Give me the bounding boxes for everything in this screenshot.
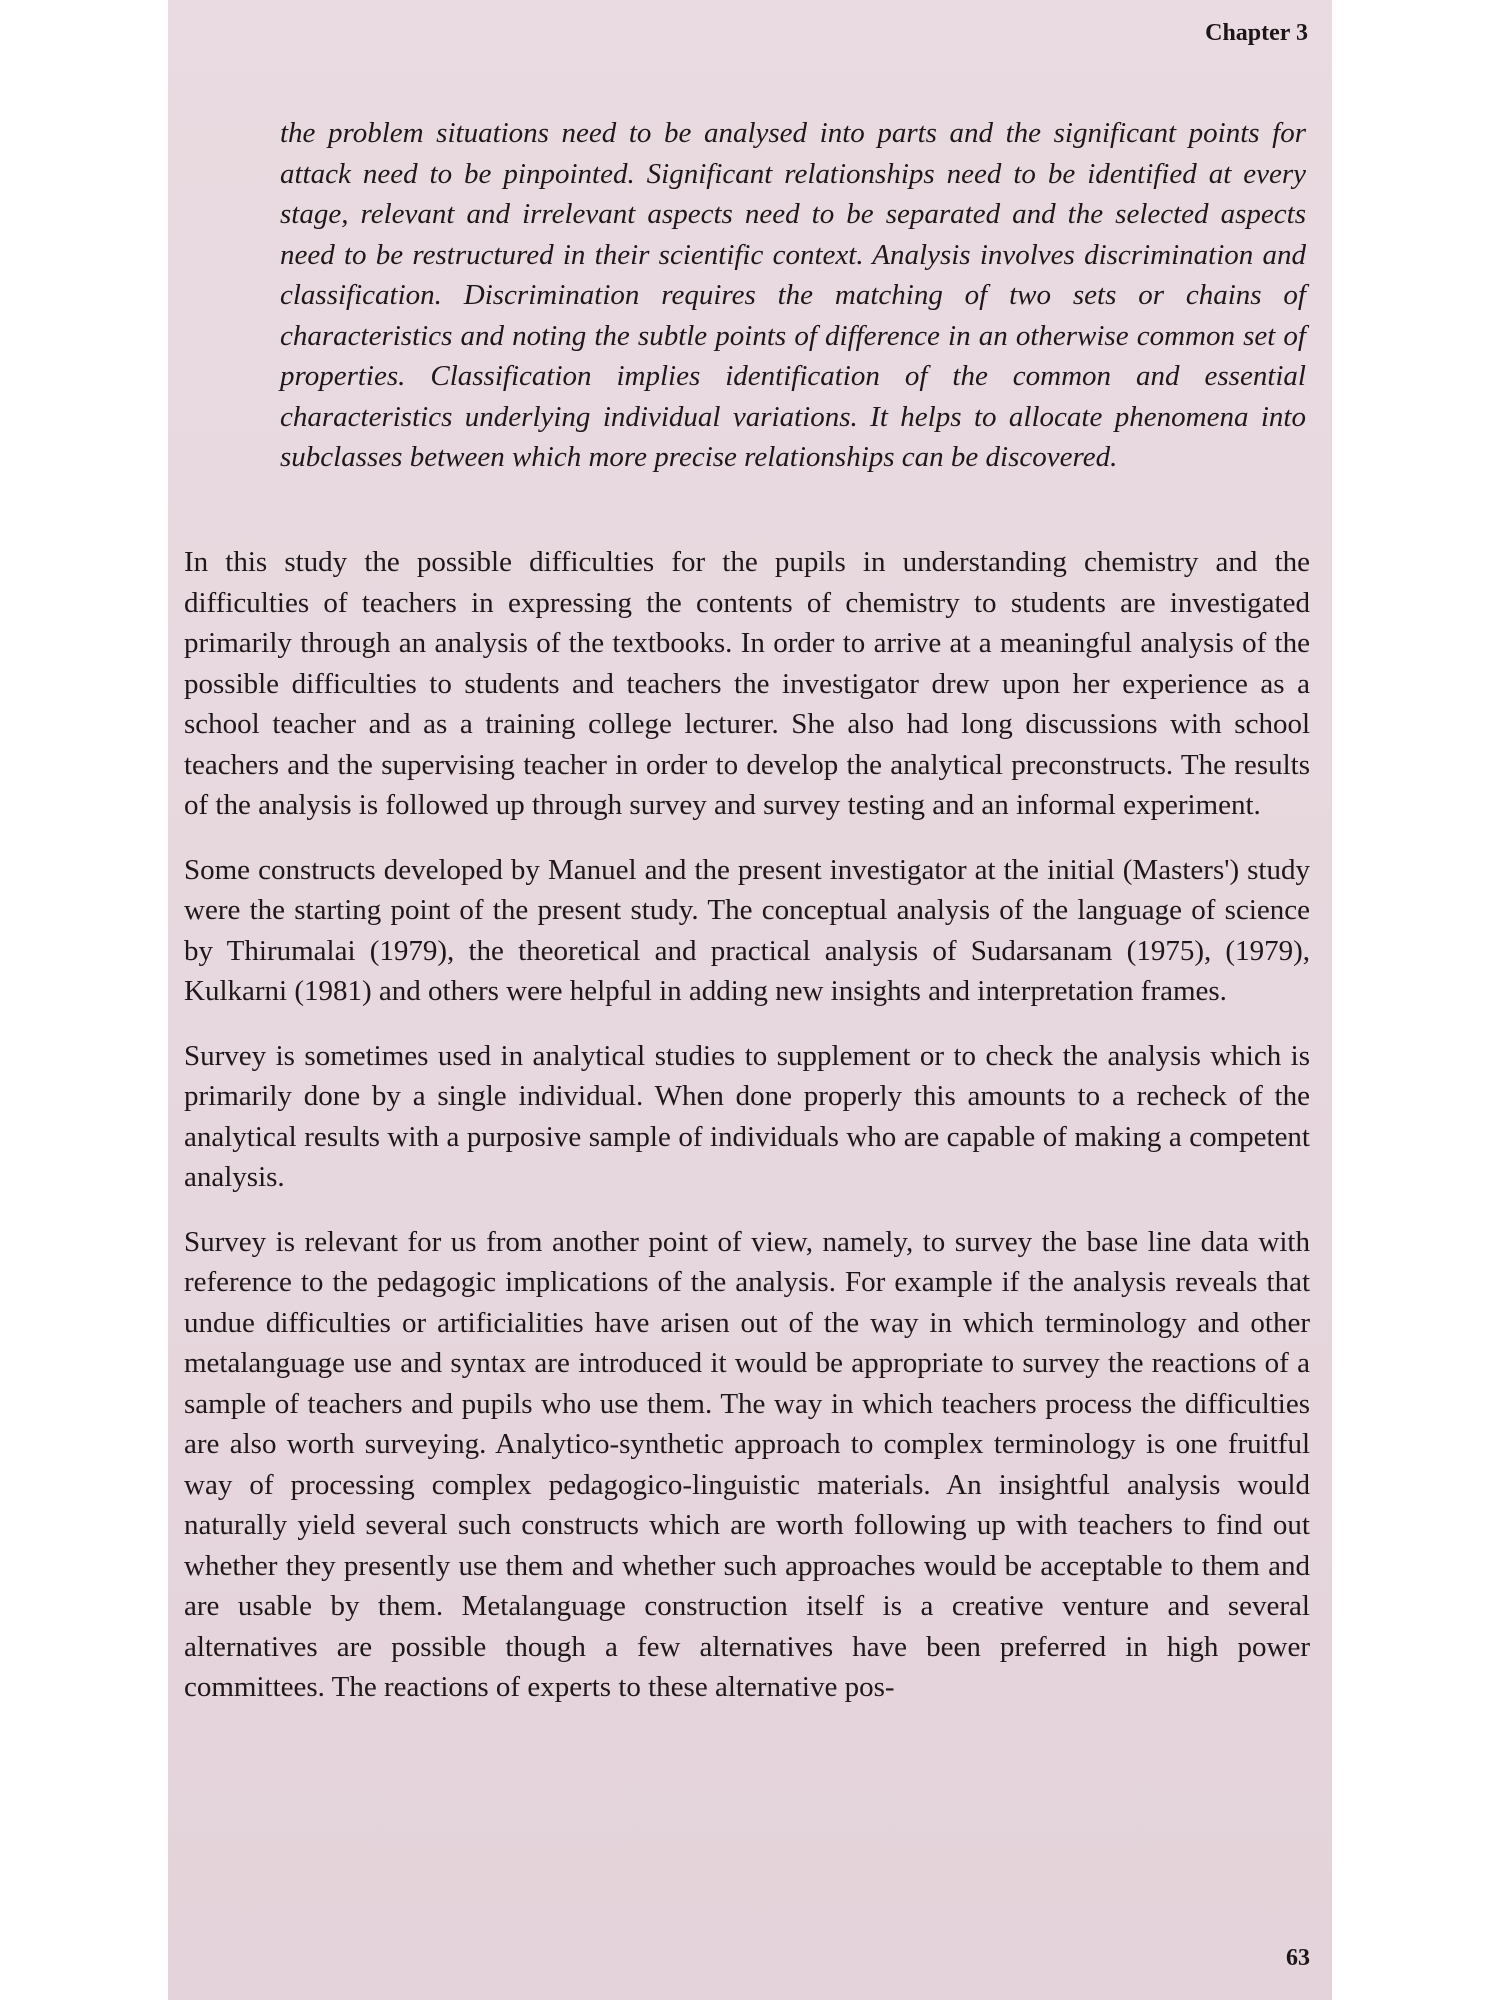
book-page [168, 0, 1332, 2000]
paragraph-2: Some constructs developed by Manuel and the present investigator at the initial (Masters') study were the starting point of the present study. The conceptual analysis of the language of science by Thirumalai (1979), the theoretical and practical analysis of Sudarsanam (1975), (1979), Kulkarni (1981) and others were helpful in adding new insights and interpretation frames. [184, 853, 1310, 1007]
paragraph-4: Survey is relevant for us from another point of view, namely, to survey the base line data with reference to the pedagogic implications of the analysis. For example if the analysis reveals that undue difficulties or artificialities have arisen out of the way in which terminology and other metalanguage use and syntax are introduced it would be appropriate to survey the reactions of a sample of teachers and pupils who use them. The way in which teachers process the difficulties are also worth surveying. Analytico-synthetic approach to complex terminology is one fruitful way of processing complex pedagogico-linguistic materials. An insightful analysis would naturally yield several such constructs which are worth following up with teachers to find out whether they presently use them and whether such approaches would be acceptable to them and are usable by them. Metalanguage construction itself is a creative venture and several alternatives are possible though a few alternatives have been preferred in high power committees. The reactions of experts to these alternative pos- [184, 1225, 1310, 1703]
italic-quote-block: the problem situations need to be analysed into parts and the significant points for attack need to be pinpointed. Significant relationships need to be identified at every stage, relevant and irrelevant aspects need to be separated and the selected aspects need to be restructured in their scientific context. Analysis involves discrimination and classification. Discrimination requires the matching of two sets or chains of characteristics and noting the subtle points of difference in an otherwise common set of properties. Classification implies identification of the common and essential characteristics underlying individual variations. It helps to allocate phenomena into subclasses between which more precise relationships can be discovered. [280, 117, 1306, 473]
chapter-header: Chapter 3 [1205, 20, 1308, 46]
page-number: 63 [1286, 1945, 1310, 1971]
paragraph-3: Survey is sometimes used in analytical studies to supplement or to check the analysis which is primarily done by a single individual. When done properly this amounts to a recheck of the analytical results with a purposive sample of individuals who are capable of making a competent analysis. [184, 1039, 1310, 1193]
paragraph-1: In this study the possible difficulties for the pupils in understanding chemistry and the difficulties of teachers in expressing the contents of chemistry to students are investigated primarily through an analysis of the textbooks. In order to arrive at a meaningful analysis of the possible difficulties to students and teachers the investigator drew upon her experience as a school teacher and as a training college lecturer. She also had long discussions with school teachers and the supervising teacher in order to develop the analytical preconstructs. The results of the analysis is followed up through survey and survey testing and an informal experiment. [184, 546, 1310, 821]
body-text [184, 542, 1310, 1732]
